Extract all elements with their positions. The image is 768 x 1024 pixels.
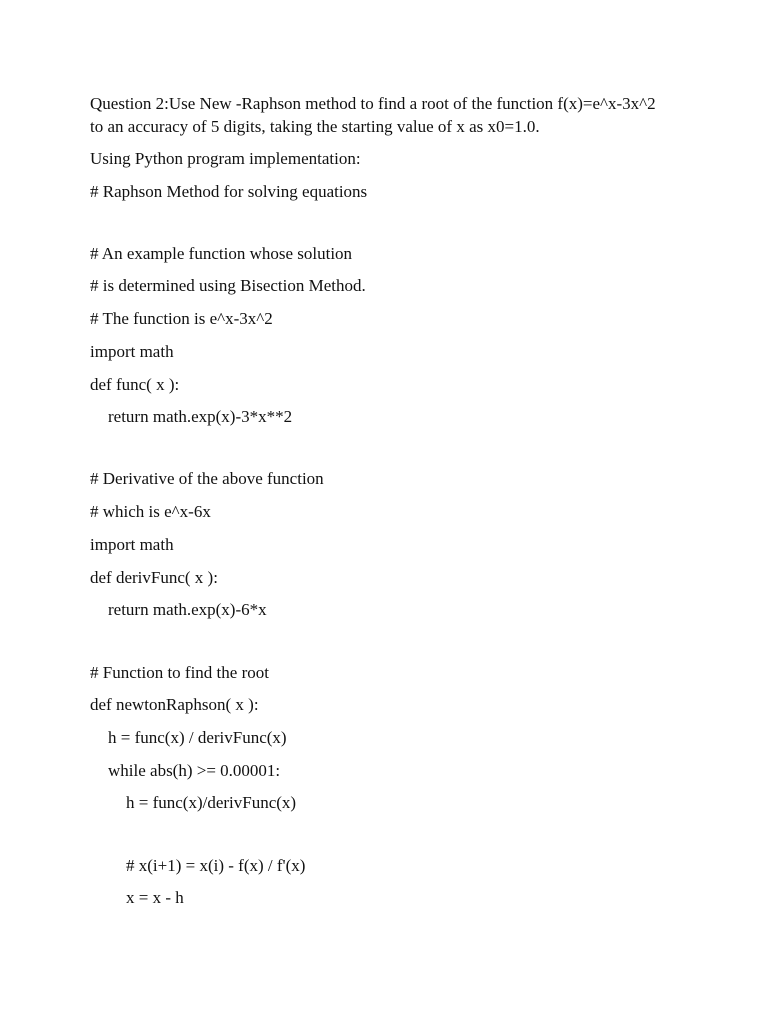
code-line: # Function to find the root <box>90 663 269 682</box>
code-line: # An example function whose solution <box>90 244 353 263</box>
code-line: # is determined using Bisection Method. <box>90 276 366 295</box>
code-line: # Derivative of the above function <box>90 469 324 488</box>
code-line: # which is e^x-6x <box>90 502 211 521</box>
code-line: return math.exp(x)-3*x**2 <box>108 407 293 426</box>
code-line: def func( x ): <box>90 375 180 394</box>
code-line: h = func(x)/derivFunc(x) <box>126 793 297 812</box>
code-line: import math <box>90 342 174 361</box>
code-line: h = func(x) / derivFunc(x) <box>108 728 287 747</box>
code-line: while abs(h) >= 0.00001: <box>108 761 281 780</box>
code-line: # x(i+1) = x(i) - f(x) / f'(x) <box>126 856 306 875</box>
code-line: def derivFunc( x ): <box>90 568 218 587</box>
code-line: return math.exp(x)-6*x <box>108 600 267 619</box>
intro-text: Using Python program implementation: <box>90 149 361 168</box>
question-line-1: Question 2:Use New -Raphson method to find a root of the function f(x)=e^x-3x^2 <box>90 94 656 113</box>
code-line: import math <box>90 535 174 554</box>
code-line: x = x - h <box>126 888 184 907</box>
code-line: # Raphson Method for solving equations <box>90 182 368 201</box>
code-line: # The function is e^x-3x^2 <box>90 309 273 328</box>
code-line: def newtonRaphson( x ): <box>90 695 259 714</box>
question-line-2: to an accuracy of 5 digits, taking the starting value of x as x0=1.0. <box>90 117 540 136</box>
